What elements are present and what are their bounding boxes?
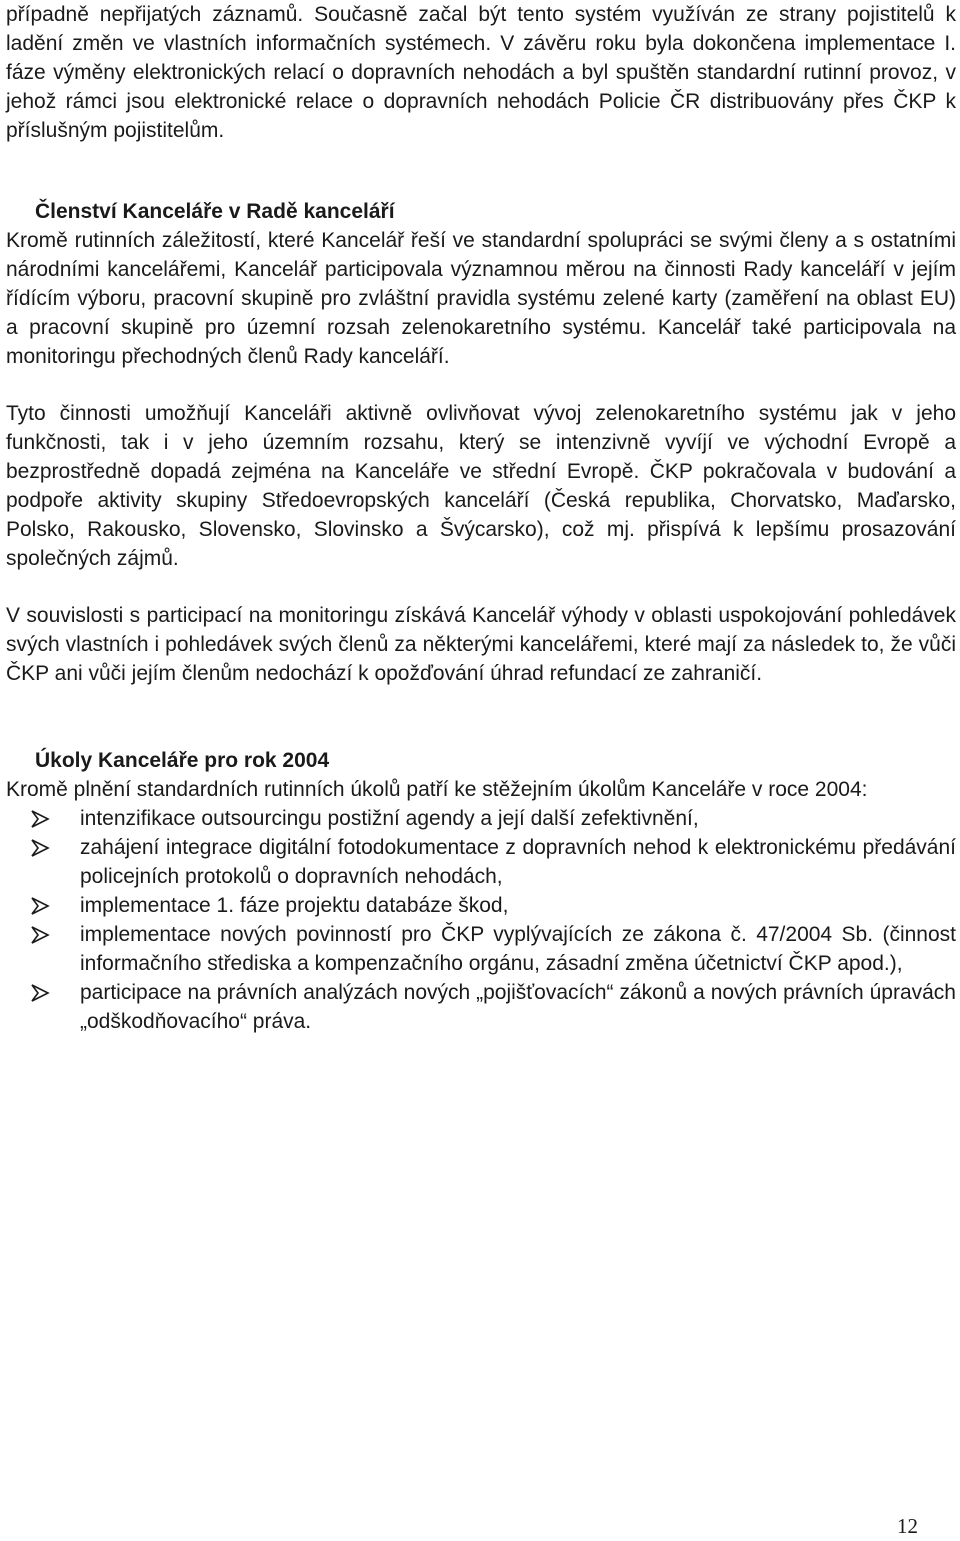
list-item-text: implementace nových povinností pro ČKP vyplývajících ze zákona č. 47/2004 Sb. (činnost informačního střediska a kompenzačního orgánu, zásadní změna účetnictví ČKP apod.), xyxy=(80,923,956,975)
list-item xyxy=(6,978,956,1036)
list-item xyxy=(6,920,956,978)
arrowhead-bullet-icon xyxy=(29,978,51,1007)
list-item xyxy=(6,833,956,891)
arrowhead-bullet-icon xyxy=(29,920,51,949)
arrowhead-bullet-icon xyxy=(29,804,51,833)
list-item xyxy=(6,804,956,833)
page-number: 12 xyxy=(897,1514,918,1538)
list-item-text: participace na právních analýzách nových „pojišťovacích“ zákonů a nových právních úpravách „odškodňovacího“ práva. xyxy=(80,981,956,1033)
arrowhead-bullet-icon xyxy=(29,833,51,862)
list-item-text: zahájení integrace digitální fotodokumentace z dopravních nehod k elektronickému předávání policejních protokolů o dopravních nehodách, xyxy=(80,836,956,888)
intro-paragraph: případně nepřijatých záznamů. Současně začal být tento systém využíván ze strany pojistitelů k ladění změn ve vlastních informačních systémech. V závěru roku byla dokončena implementace I. fáze výměny elektronických relací o dopravních nehodách a byl spuštěn standardní rutinní provoz, v jehož rámci jsou elektronické relace o dopravních nehodách Policie ČR distribuovány přes ČKP k příslušným pojistitelům. xyxy=(6,3,956,142)
tasks-heading: Úkoly Kanceláře pro rok 2004 xyxy=(35,749,330,772)
membership-heading: Členství Kanceláře v Radě kanceláří xyxy=(35,200,395,223)
list-item-text: implementace 1. fáze projektu databáze škod, xyxy=(80,894,509,917)
list-item-text: intenzifikace outsourcingu postižní agendy a její další zefektivnění, xyxy=(80,807,699,830)
tasks-list xyxy=(6,804,956,1036)
tasks-intro: Kromě plnění standardních rutinních úkolů patří ke stěžejním úkolům Kanceláře v roce 2004: xyxy=(6,778,868,801)
membership-paragraph-3: V souvislosti s participací na monitoringu získává Kancelář výhody v oblasti uspokojování pohledávek svých vlastních i pohledávek svých členů za některými kancelářemi, které mají za následek to, že vůči ČKP ani vůči jejím členům nedochází k opožďování úhrad refundací ze zahraničí. xyxy=(6,604,956,685)
document-page xyxy=(6,0,956,1036)
list-item xyxy=(6,891,956,920)
membership-paragraph-1: Kromě rutinních záležitostí, které Kancelář řeší ve standardní spolupráci se svými členy a s ostatními národními kancelářemi, Kancelář participovala významnou měrou na činnosti Rady kanceláří v jejím řídícím výboru, pracovní skupině pro zvláštní pravidla systému zelené karty (zaměření na oblast EU) a pracovní skupině pro územní rozsah zelenokaretního systému. Kancelář také participovala na monitoringu přechodných členů Rady kanceláří. xyxy=(6,229,956,368)
membership-paragraph-2: Tyto činnosti umožňují Kanceláři aktivně ovlivňovat vývoj zelenokaretního systému jak v jeho funkčnosti, tak i v jeho územním rozsahu, který se intenzivně vyvíjí ve východní Evropě a bezprostředně dopadá zejména na Kanceláře ve střední Evropě. ČKP pokračovala v budování a podpoře aktivity skupiny Středoevropských kanceláří (Česká republika, Chorvatsko, Maďarsko, Polsko, Rakousko, Slovensko, Slovinsko a Švýcarsko), což mj. přispívá k lepšímu prosazování společných zájmů. xyxy=(6,402,956,570)
arrowhead-bullet-icon xyxy=(29,891,51,920)
